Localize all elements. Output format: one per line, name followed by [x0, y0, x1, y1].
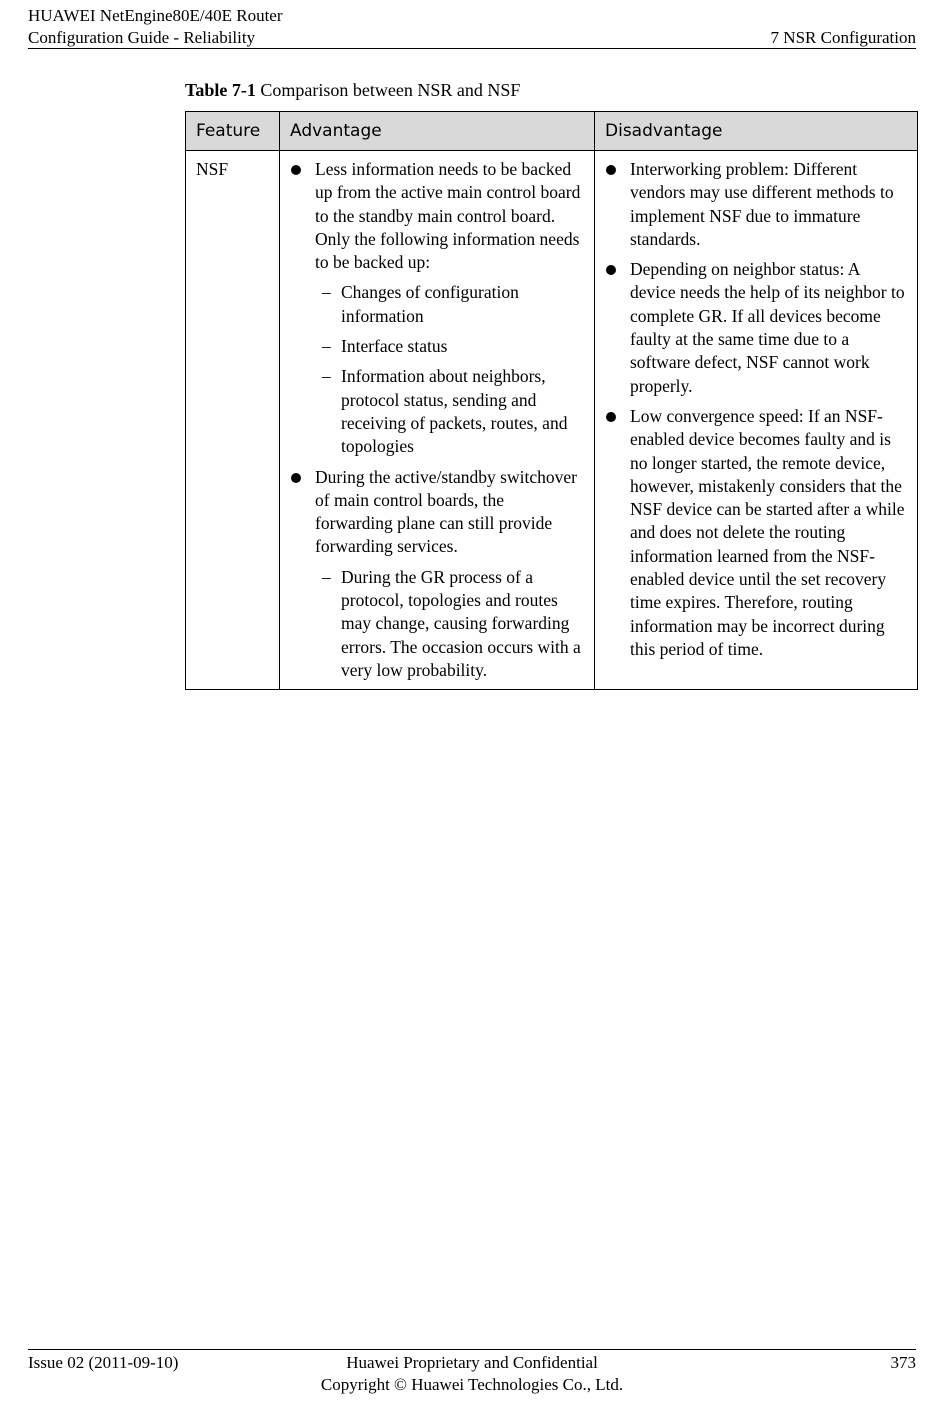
list-item — [605, 405, 909, 661]
advantage-list — [290, 158, 586, 682]
list-item — [290, 466, 586, 683]
feature-cell: NSF — [186, 151, 280, 690]
col-header-disadvantage: Disadvantage — [595, 112, 918, 151]
dash-icon: – — [322, 366, 331, 387]
list-item — [315, 281, 586, 328]
table-caption-label: Table 7-1 — [185, 80, 256, 100]
bullet-icon — [606, 165, 616, 175]
disadvantage-cell — [595, 151, 918, 690]
disadvantage-item-text: Interworking problem: Different vendors may use different methods to implement NSF due to immature standards. — [630, 159, 894, 249]
advantage-item-text: During the active/standby switchover of main control boards, the forwarding plane can still provide forwarding services. — [315, 466, 577, 557]
disadvantage-list — [605, 158, 909, 661]
page-header — [28, 4, 916, 49]
advantage-subitem-text: Interface status — [341, 336, 448, 357]
footer-copyright: Copyright © Huawei Technologies Co., Ltd. — [320, 1375, 624, 1394]
page-number: 373 — [890, 1353, 916, 1372]
bullet-icon — [606, 265, 616, 275]
list-item — [605, 258, 909, 398]
list-item — [315, 335, 586, 358]
footer-issue: Issue 02 (2011-09-10) — [28, 1353, 179, 1372]
table-caption-text: Comparison between NSR and NSF — [255, 80, 521, 100]
table-header-row — [186, 112, 918, 151]
list-item — [290, 158, 586, 459]
table-caption — [185, 80, 520, 101]
dash-icon: – — [322, 282, 331, 303]
advantage-subitem-text: During the GR process of a protocol, topologies and routes may change, causing forwarding errors. The occasion occurs with a very low probability. — [341, 566, 581, 680]
list-item — [605, 158, 909, 251]
bullet-icon — [291, 473, 301, 483]
col-header-advantage: Advantage — [280, 112, 595, 151]
table-row — [186, 151, 918, 690]
advantage-subitem-text: Changes of configuration information — [341, 282, 519, 326]
list-item — [315, 566, 586, 682]
advantage-cell — [280, 151, 595, 690]
header-product: HUAWEI NetEngine80E/40E Router — [28, 6, 283, 25]
list-item — [315, 365, 586, 458]
header-guide: Configuration Guide - Reliability — [28, 28, 256, 47]
disadvantage-item-text: Depending on neighbor status: A device needs the help of its neighbor to complete GR. If all devices become faulty at the same time due to a software defect, NSF cannot work properly. — [630, 259, 905, 396]
page-footer — [28, 1349, 916, 1400]
dash-icon: – — [322, 336, 331, 357]
advantage-item-text: Less information needs to be backed up from the active main control board to the standby main control board. Only the following information needs to be backed up: — [315, 159, 581, 273]
footer-proprietary: Huawei Proprietary and Confidential — [346, 1353, 598, 1372]
advantage-subitem-text: Information about neighbors, protocol status, sending and receiving of packets, routes, and topologies — [341, 366, 568, 457]
dash-icon: – — [322, 566, 331, 587]
advantage-sublist — [315, 281, 586, 458]
bullet-icon — [291, 165, 301, 175]
disadvantage-item-text: Low convergence speed: If an NSF-enabled device becomes faulty and is no longer started, the remote device, however, mistakenly considers that the NSF device can be started after a while and does not delete the routing information learned from the NSF-enabled device until the set recovery time expires. Therefore, routing information may be incorrect during this period of time. — [630, 405, 905, 659]
col-header-feature: Feature — [186, 112, 280, 151]
comparison-table — [185, 111, 918, 690]
advantage-sublist — [315, 566, 586, 682]
bullet-icon — [606, 412, 616, 422]
header-chapter: 7 NSR Configuration — [770, 28, 916, 47]
